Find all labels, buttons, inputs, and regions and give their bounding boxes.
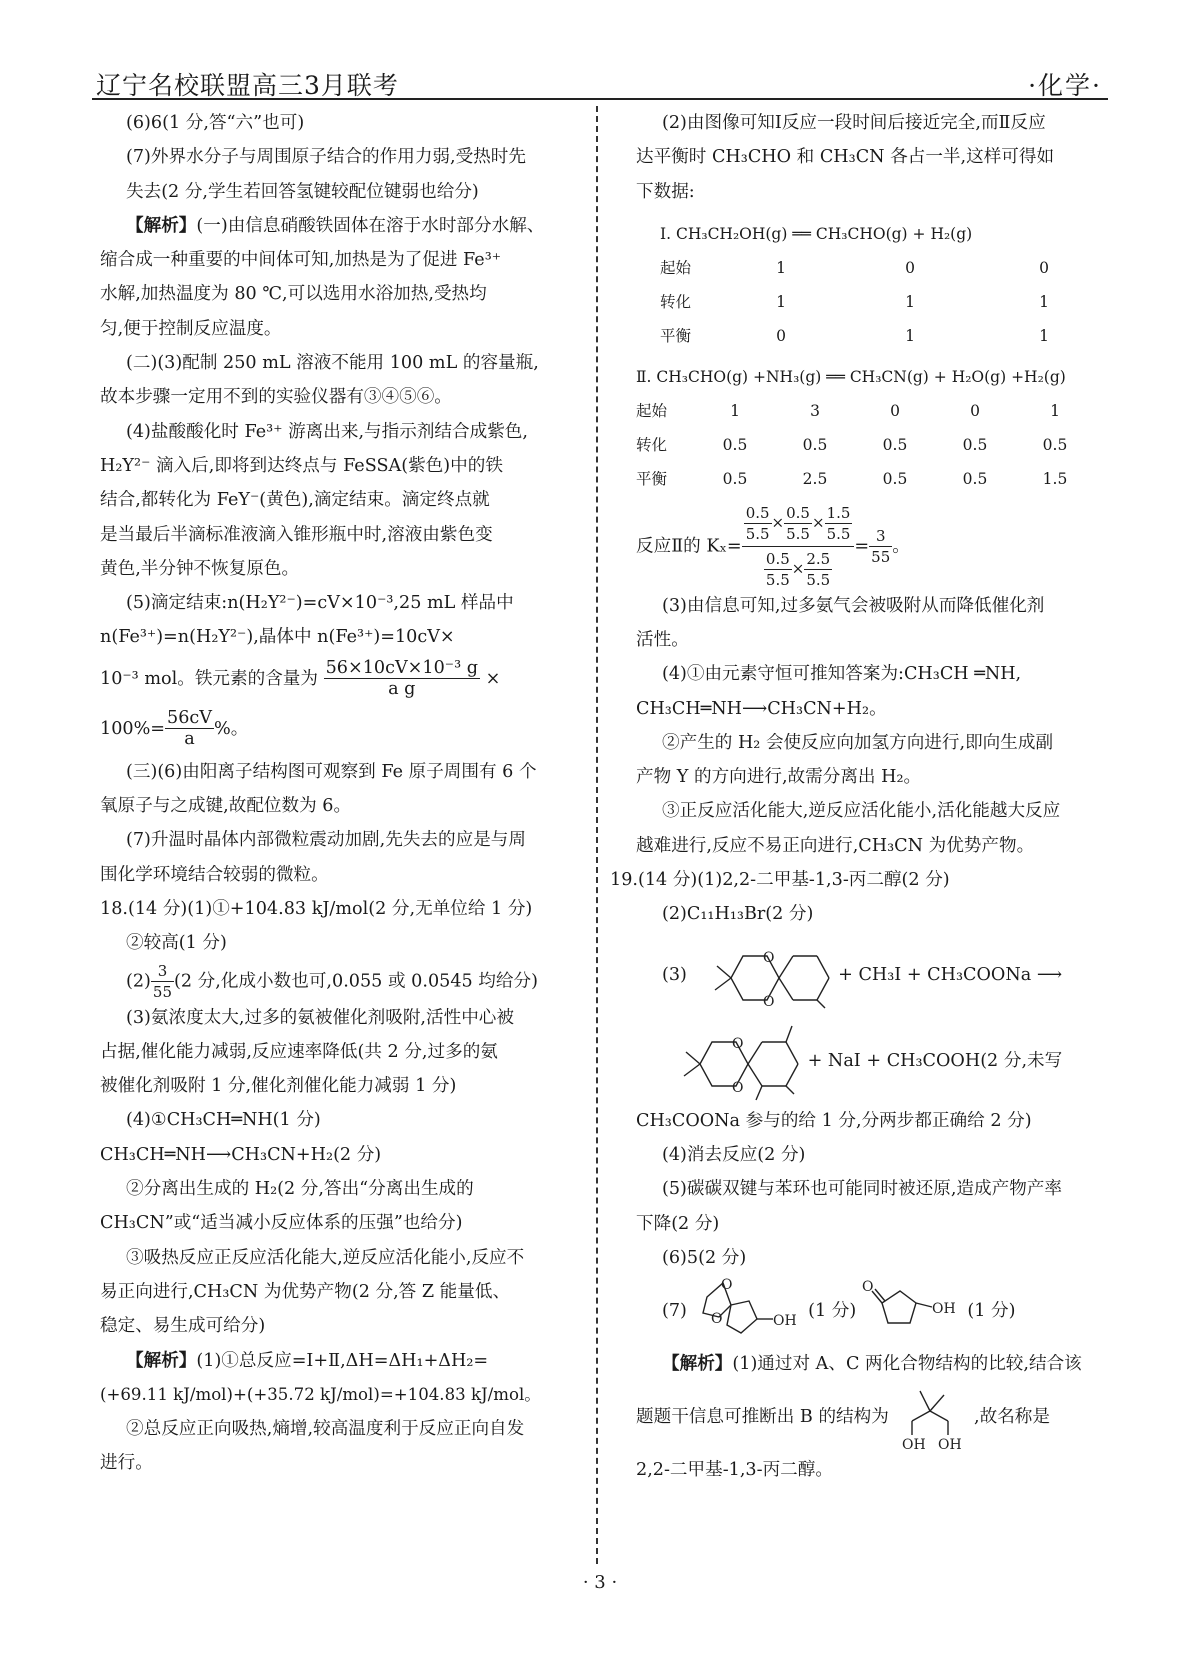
- analysis-tag: 【解析】: [126, 1349, 197, 1371]
- analysis-line: (2)由图像可知Ⅰ反应一段时间后接近完全,而Ⅱ反应: [662, 113, 1046, 133]
- text: (2): [126, 971, 151, 992]
- reaction-i-equation: Ⅰ. CH₃CH₂OH(g) ══ CH₃CHO(g) + H₂(g): [660, 224, 973, 243]
- analysis-line: CH₃CH═NH⟶CH₃CN+H₂。: [636, 698, 887, 719]
- table-cell: 0.5: [962, 436, 988, 455]
- table-cell: 0.5: [722, 436, 748, 455]
- answer-line: 被催化剂吸附 1 分,催化剂催化能力减弱 1 分): [100, 1076, 457, 1097]
- analysis-line: (5)滴定结束:n(H₂Y²⁻)=cV×10⁻³,25 mL 样品中: [126, 593, 514, 614]
- text: 10⁻³ mol。铁元素的含量为: [100, 668, 318, 689]
- table-cell: 0: [776, 327, 786, 346]
- denominator: $\frac{0.5}{5.5}$ × $\frac{2.5}{5.5}$: [765, 549, 831, 589]
- table-cell: 1: [776, 293, 786, 312]
- row-label: 起始: [636, 401, 668, 420]
- answer-line: CH₃COONa 参与的给 1 分,分两步都正确给 2 分): [636, 1110, 1032, 1131]
- row-label: 平衡: [660, 327, 692, 346]
- row-label: 转化: [636, 436, 668, 455]
- text: ×: [485, 668, 501, 689]
- table-cell: 0: [1039, 258, 1049, 277]
- text: ,故名称是: [974, 1407, 1050, 1428]
- question-19-line: 19.(14 分)(1)2,2-二甲基-1,3-丙二醇(2 分): [610, 870, 950, 891]
- analysis-line: n(Fe³⁺)=n(H₂Y²⁻),晶体中 n(Fe³⁺)=10cV×: [100, 627, 455, 648]
- fraction: [869, 526, 892, 567]
- analysis-line: 下数据:: [636, 181, 695, 202]
- table-cell: 0.5: [882, 470, 908, 489]
- fraction: [744, 503, 772, 544]
- table-row: [636, 462, 1102, 496]
- analysis-line: 2,2-二甲基-1,3-丙二醇。: [636, 1460, 833, 1481]
- analysis-line: 黄色,半分钟不恢复原色。: [100, 558, 300, 579]
- analysis-line: 结合,都转化为 FeY⁻(黄色),滴定结束。滴定终点就: [100, 490, 490, 511]
- table-cell: 1: [1039, 327, 1049, 346]
- oxygen-atom: O: [762, 993, 774, 1010]
- answer-line: (4)①CH₃CH═NH(1 分): [126, 1110, 321, 1131]
- numerator: 3: [151, 961, 174, 982]
- fraction: [324, 658, 480, 699]
- row-label: 起始: [660, 258, 692, 277]
- answer-line: (4)消去反应(2 分): [662, 1144, 806, 1165]
- analysis-line: 氧原子与之成键,故配位数为 6。: [100, 796, 352, 817]
- answer-line: (2)C₁₁H₁₃Br(2 分): [662, 904, 814, 925]
- header-divider: [92, 98, 1108, 100]
- analysis-line: (三)(6)由阳离子结构图可观察到 Fe 原子周围有 6 个: [126, 761, 537, 782]
- kx-expression: 反应Ⅱ的 Kₓ= $\frac{0.5}{5.5}$ × $\frac{0.5}{5.5}$ × $\frac{1.5}{5.5}$ $\frac{0.5}{5.5}$ × $\frac{2.5}{5.5}$ = $\frac{3}{55}$ 。: [636, 503, 910, 589]
- oxygen-atom: O: [732, 1079, 744, 1096]
- numerator: 0.5: [765, 549, 790, 568]
- analysis-line: [636, 1381, 1126, 1453]
- analysis-tag: 【解析】: [126, 214, 197, 236]
- table-cell: 3: [810, 401, 820, 420]
- hydroxyl-group: OH: [938, 1437, 963, 1452]
- analysis-tag: 【解析】: [662, 1353, 733, 1375]
- reaction-i-table: [660, 251, 1118, 354]
- table-cell: 1: [905, 293, 915, 312]
- oxygen-atom: O: [762, 949, 774, 966]
- analysis-line: 越难进行,反应不易正向进行,CH₃CN 为优势产物。: [636, 835, 1035, 856]
- denominator: 5.5: [745, 524, 770, 543]
- analysis-line: 达平衡时 CH₃CHO 和 CH₃CN 各占一半,这样可得如: [636, 147, 1055, 168]
- kx-fraction: [742, 503, 855, 590]
- numerator: $\frac{0.5}{5.5}$ × $\frac{0.5}{5.5}$ × $\frac{1.5}{5.5}$: [742, 503, 855, 547]
- table-cell: 0: [970, 401, 980, 420]
- answer-line: CH₃CN”或“适当减小反应体系的压强”也给分): [100, 1213, 463, 1234]
- dioxolane-cyclopentanol-structure: [693, 1277, 803, 1345]
- numerator: 0.5: [745, 503, 770, 522]
- table-cell: 1.5: [1042, 470, 1068, 489]
- fraction: [825, 503, 853, 544]
- analysis-text: (1)通过对 A、C 两化合物结构的比较,结合该: [732, 1354, 1082, 1375]
- table-row: [636, 428, 1102, 462]
- numerator: 56cV: [167, 708, 212, 729]
- analysis-line: (二)(3)配制 250 mL 溶液不能用 100 mL 的容量瓶,: [126, 353, 539, 374]
- answer-line: 下降(2 分): [636, 1213, 720, 1234]
- methylated-ketone-structure: [662, 1020, 802, 1102]
- table-row: [636, 394, 1102, 428]
- denominator: 55: [871, 547, 891, 566]
- analysis-line: (4)盐酸酸化时 Fe³⁺ 游离出来,与指示剂结合成紫色,: [126, 421, 528, 442]
- table-row: [660, 319, 1118, 353]
- table-cell: 1: [776, 258, 786, 277]
- header-title: 辽宁名校联盟高三3月联考: [96, 71, 399, 100]
- table-row: [660, 285, 1118, 319]
- oxygen-atom: O: [710, 1311, 722, 1328]
- fraction: [165, 708, 214, 749]
- analysis-line: ②产生的 H₂ 会使反应向加氢方向进行,即向生成副: [662, 732, 1054, 753]
- analysis-line: [100, 209, 590, 243]
- analysis-line: 缩合成一种重要的中间体可知,加热是为了促进 Fe³⁺: [100, 250, 502, 271]
- analysis-line: [100, 1344, 590, 1378]
- answer-line: ②分离出生成的 H₂(2 分,答出“分离出生成的: [126, 1179, 474, 1200]
- table-cell: 0.5: [962, 470, 988, 489]
- denominator: 5.5: [826, 524, 851, 543]
- table-cell: 2.5: [802, 470, 828, 489]
- analysis-text: (一)由信息硝酸铁固体在溶于水时部分水解、: [196, 215, 545, 236]
- dimethyl-propanediol-structure: [894, 1383, 968, 1451]
- hydroxyl-group: OH: [902, 1437, 927, 1452]
- oxygen-atom: O: [861, 1279, 874, 1296]
- answer-line: 失去(2 分,学生若回答氢键较配位键弱也给分): [126, 181, 479, 202]
- analysis-line: 故本步骤一定用不到的实验仪器有③④⑤⑥。: [100, 387, 452, 408]
- numerator: 3: [869, 526, 892, 547]
- fraction: [804, 549, 832, 590]
- text: + CH₃I + CH₃COONa ⟶: [838, 964, 1063, 985]
- table-cell: 0.5: [722, 470, 748, 489]
- left-column: [100, 106, 590, 1481]
- hydroxycyclopentanone-structure: [862, 1277, 962, 1345]
- fraction: [784, 503, 812, 544]
- numerator: 2.5: [806, 549, 831, 568]
- table-cell: 0.5: [882, 436, 908, 455]
- answer-line: (6)6(1 分,答“六”也可): [126, 113, 305, 133]
- text: (3): [662, 964, 687, 985]
- row-label: 平衡: [636, 470, 668, 489]
- analysis-line: 水解,加热温度为 80 ℃,可以选用水浴加热,受热均: [100, 284, 487, 305]
- answer-line: 稳定、易生成可给分): [100, 1316, 266, 1337]
- column-divider: [596, 106, 598, 1564]
- table-cell: 1: [1039, 293, 1049, 312]
- fraction: [764, 549, 792, 590]
- header-subject: ·化学·: [1028, 71, 1102, 100]
- analysis-line: 匀,便于控制反应温度。: [100, 318, 282, 339]
- analysis-line: [636, 1347, 1126, 1381]
- answer-line: ②较高(1 分): [126, 933, 227, 954]
- text: (7): [662, 1301, 687, 1322]
- text: 100%=: [100, 718, 166, 739]
- text: (1 分): [808, 1301, 857, 1322]
- fraction-line: [100, 703, 590, 755]
- denominator: 5.5: [786, 524, 810, 543]
- analysis-line: (3)由信息可知,过多氨气会被吸附从而降低催化剂: [662, 595, 1045, 616]
- reaction-3-product-line: [636, 1018, 1126, 1104]
- answer-line: 占据,催化能力减弱,反应速率降低(共 2 分,过多的氨: [100, 1041, 498, 1062]
- text: + NaI + CH₃COOH(2 分,未写: [807, 1050, 1063, 1071]
- analysis-text: (1)①总反应=Ⅰ+Ⅱ,ΔH=ΔH₁+ΔH₂=: [196, 1350, 489, 1371]
- hydroxyl-group: OH: [931, 1301, 956, 1318]
- reaction-ii-equation: Ⅱ. CH₃CHO(g) +NH₃(g) ══ CH₃CN(g) + H₂O(g) +H₂(g): [636, 367, 1066, 386]
- table-cell: 0.5: [802, 436, 828, 455]
- text: 反应Ⅱ的 Kₓ=: [636, 536, 742, 557]
- numerator: 1.5: [826, 503, 851, 522]
- answer-line: (6)5(2 分): [662, 1247, 747, 1268]
- table-cell: 0: [905, 258, 915, 277]
- text: 题题干信息可推断出 B 的结构为: [636, 1407, 889, 1428]
- table-row: [660, 251, 1118, 285]
- denominator: a g: [388, 679, 416, 700]
- answer-7-line: [636, 1275, 1126, 1347]
- oxygen-atom: O: [720, 1277, 732, 1294]
- analysis-line: 围化学环境结合较弱的微粒。: [100, 864, 329, 885]
- row-label: 转化: [660, 293, 692, 312]
- table-cell: 1: [1050, 401, 1060, 420]
- denominator: 55: [152, 982, 173, 1001]
- fraction-line: [100, 961, 590, 1001]
- answer-line: CH₃CH═NH⟶CH₃CN+H₂(2 分): [100, 1144, 382, 1165]
- table-cell: 1: [905, 327, 915, 346]
- analysis-line: (7)升温时晶体内部微粒震动加剧,先失去的应是与周: [126, 830, 526, 851]
- table-cell: 0.5: [1042, 436, 1068, 455]
- right-column: [610, 106, 1126, 1488]
- table-cell: 1: [730, 401, 740, 420]
- text: (2 分,化成小数也可,0.055 或 0.0545 均给分): [174, 971, 538, 992]
- denominator: 5.5: [765, 570, 790, 589]
- answer-line: ③吸热反应正反应活化能大,逆反应活化能小,反应不: [126, 1247, 525, 1268]
- page-number: · 3 ·: [582, 1572, 618, 1593]
- question-18-line: 18.(14 分)(1)①+104.83 kJ/mol(2 分,无单位给 1 分): [100, 898, 533, 919]
- analysis-line: 进行。: [100, 1453, 153, 1474]
- numerator: 56×10cV×10⁻³ g: [325, 658, 478, 679]
- numerator: 0.5: [786, 503, 810, 522]
- analysis-line: H₂Y²⁻ 滴入后,即将到达终点与 FeSSA(紫色)中的铁: [100, 455, 503, 476]
- analysis-line: 是当最后半滴标准液滴入锥形瓶中时,溶液由紫色变: [100, 524, 493, 545]
- analysis-line: 活性。: [636, 629, 689, 650]
- text: (1 分): [967, 1301, 1016, 1322]
- hydroxyl-group: OH: [772, 1313, 797, 1330]
- table-cell: 0: [890, 401, 900, 420]
- answer-line: (5)碳碳双键与苯环也可能同时被还原,造成产物产率: [662, 1179, 1062, 1200]
- denominator: a: [184, 729, 195, 750]
- analysis-line: ②总反应正向吸热,熵增,较高温度利于反应正向自发: [126, 1419, 525, 1440]
- oxygen-atom: O: [732, 1035, 744, 1052]
- analysis-line: (4)①由元素守恒可推知答案为:CH₃CH ═NH,: [662, 664, 1022, 685]
- answer-line: (7)外界水分子与周围原子结合的作用力弱,受热时先: [126, 147, 526, 168]
- fraction: [151, 961, 174, 1002]
- answer-line: 易正向进行,CH₃CN 为优势产物(2 分,答 Z 能量低、: [100, 1281, 511, 1302]
- denominator: 5.5: [806, 570, 831, 589]
- text: 。: [892, 536, 910, 557]
- analysis-line: 产物 Y 的方向进行,故需分离出 H₂。: [636, 767, 922, 788]
- answer-line: (3)氨浓度太大,过多的氨被催化剂吸附,活性中心被: [126, 1007, 514, 1028]
- reaction-ii-table: [636, 394, 1102, 497]
- spiroketal-ketone-structure: [693, 934, 833, 1016]
- reaction-3-line: [636, 932, 1126, 1018]
- text: %。: [214, 718, 249, 739]
- fraction-line: [100, 655, 590, 703]
- analysis-line: (+69.11 kJ/mol)+(+35.72 kJ/mol)=+104.83 kJ/mol。: [100, 1384, 541, 1404]
- analysis-line: ③正反应活化能大,逆反应活化能小,活化能越大反应: [662, 801, 1061, 822]
